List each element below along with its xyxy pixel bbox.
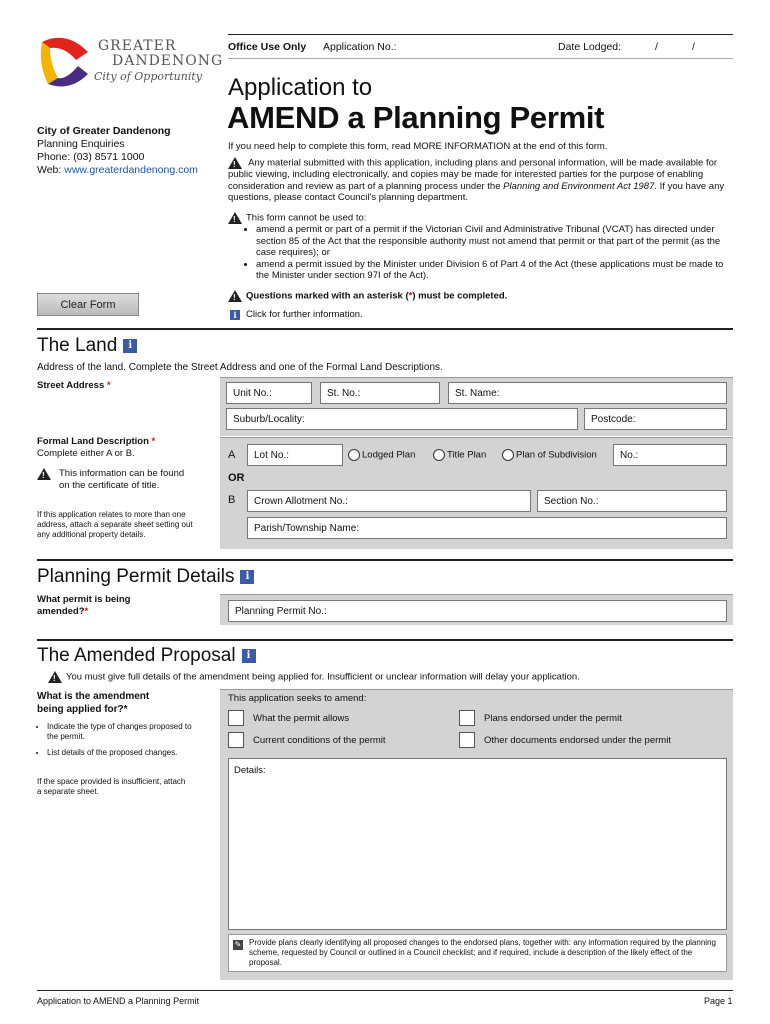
contact-web-label: Web: xyxy=(37,164,62,176)
required-star: * xyxy=(151,436,156,447)
checkbox-permit-allows[interactable] xyxy=(228,710,244,726)
clear-form-button[interactable]: Clear Form xyxy=(37,293,139,316)
lodged-plan-label: Lodged Plan xyxy=(362,449,416,461)
office-use-label: Office Use Only xyxy=(228,41,307,53)
info-note-text: Click for further information. xyxy=(246,309,363,320)
street-address-label xyxy=(37,380,111,392)
proposal-info-icon[interactable]: i xyxy=(242,649,256,663)
permit-heading-text: Planning Permit Details xyxy=(37,566,235,587)
radio-icon xyxy=(502,449,514,461)
plans-note-text: Provide plans clearly identifying all proposed changes to the endorsed plans, together with: any information required by the planning scheme, requested by Council or outlined in a Council checklist; and if required, include a description of the likely effect of the proposal. xyxy=(249,938,716,967)
proposal-rule xyxy=(37,639,733,641)
plan-no-field[interactable]: No.: xyxy=(613,444,727,466)
cannot-use-notice xyxy=(228,212,733,282)
certificate-note xyxy=(37,468,187,491)
logo-text-greater: GREATER xyxy=(98,38,177,54)
land-info-icon[interactable]: i xyxy=(123,339,137,353)
or-label: OR xyxy=(228,472,245,484)
street-no-field[interactable]: St. No.: xyxy=(320,382,440,404)
street-name-field[interactable]: St. Name: xyxy=(448,382,727,404)
label-other-documents: Other documents endorsed under the permit xyxy=(484,735,671,746)
details-label: Details: xyxy=(234,765,266,776)
privacy-notice xyxy=(228,157,733,204)
contact-phone: Phone: (03) 8571 1000 xyxy=(37,151,145,163)
required-star: * xyxy=(84,605,89,617)
info-note xyxy=(230,309,363,321)
option-a-label: A xyxy=(228,449,236,461)
page-number: Page 1 xyxy=(704,996,733,1006)
option-b-label: B xyxy=(228,494,236,506)
lodged-plan-radio[interactable] xyxy=(348,449,415,461)
permit-question-text: What permit is being amended? xyxy=(37,594,131,617)
office-date-lodged: Date Lodged: xyxy=(558,41,622,53)
title-plan-label: Title Plan xyxy=(447,449,487,461)
warning-icon xyxy=(37,468,51,480)
postcode-field[interactable]: Postcode: xyxy=(584,408,727,430)
cannot-bullet-2: • amend a permit issued by the Minister under Division 6 of Part 4 of the Act (these applications must be made to the Minister under section 97I of the Act). xyxy=(256,259,733,282)
checkbox-other-documents[interactable] xyxy=(459,732,475,748)
title-line-1: Application to xyxy=(228,74,373,101)
subdivision-label: Plan of Subdivision xyxy=(516,449,597,461)
land-description: Address of the land. Complete the Street Address and one of the Formal Land Descriptions. xyxy=(37,362,443,373)
office-app-no: Application No.: xyxy=(323,41,397,53)
pencil-icon: ✎ xyxy=(234,940,242,949)
permit-rule xyxy=(37,559,733,561)
details-textarea[interactable] xyxy=(228,758,727,930)
label-plans-endorsed: Plans endorsed under the permit xyxy=(484,713,622,724)
checkbox-current-conditions[interactable] xyxy=(228,732,244,748)
cannot-use-heading: This form cannot be used to: xyxy=(246,212,367,224)
proposal-warning-text: You must give full details of the amendment being applied for. Insufficient or unclear information will delay your application. xyxy=(66,671,580,683)
privacy-text-b: If you have any questions, please contact Council's planning department. xyxy=(228,180,725,204)
seeks-label: This application seeks to amend: xyxy=(228,693,367,704)
office-bottom-rule xyxy=(228,58,733,59)
logo-mark-icon xyxy=(36,34,96,90)
unit-no-field[interactable]: Unit No.: xyxy=(226,382,312,404)
privacy-text-a: Any material submitted with this application, including plans and personal information, will be made available for public viewing, including electronically, and copies may be made for interested parties for the purpose of enabling consideration and review as part of a planning process under the xyxy=(228,157,718,192)
contact-org: City of Greater Dandenong xyxy=(37,125,171,137)
amendment-hints xyxy=(37,722,197,758)
planning-permit-no-field[interactable]: Planning Permit No.: xyxy=(228,600,727,622)
privacy-act: Planning and Environment Act 1987. xyxy=(503,180,658,192)
formal-land-label xyxy=(37,436,155,459)
land-heading xyxy=(37,335,137,357)
proposal-warning xyxy=(48,671,733,683)
lot-no-field[interactable]: Lot No.: xyxy=(247,444,343,466)
hint-1: • Indicate the type of changes proposed to the permit. xyxy=(47,722,197,742)
contact-enquiries: Planning Enquiries xyxy=(37,138,125,150)
insufficient-note: If the space provided is insufficient, attach a separate sheet. xyxy=(37,777,186,796)
title-plan-radio[interactable] xyxy=(433,449,486,461)
logo-tagline: City of Opportunity xyxy=(94,70,202,83)
multiple-address-note: If this application relates to more than one address, attach a separate sheet setting out any additional property details. xyxy=(37,510,193,539)
radio-icon xyxy=(433,449,445,461)
warning-icon xyxy=(228,157,242,169)
checkbox-plans-endorsed[interactable] xyxy=(459,710,475,726)
proposal-heading xyxy=(37,645,256,667)
land-rule xyxy=(37,328,733,330)
certificate-note-text: This information can be found on the certificate of title. xyxy=(59,468,185,491)
contact-block xyxy=(37,125,198,177)
cannot-bullet-1: • amend a permit or part of a permit if the Victorian Civil and Administrative Tribunal (VCAT) has directed under section 85 of the Act that the responsible authority must not amend that permit or that part of the permit (as the case requires); or xyxy=(256,224,733,259)
formal-land-text: Formal Land Description xyxy=(37,436,149,447)
footer-rule xyxy=(37,990,733,991)
date-slash-1: / xyxy=(655,41,658,53)
contact-web xyxy=(37,164,198,177)
label-permit-allows: What the permit allows xyxy=(253,713,350,724)
radio-icon xyxy=(348,449,360,461)
asterisk-star: * xyxy=(408,290,413,302)
proposal-heading-text: The Amended Proposal xyxy=(37,645,236,666)
section-no-field[interactable]: Section No.: xyxy=(537,490,727,512)
office-top-rule xyxy=(228,34,733,35)
page-title: AMEND a Planning Permit xyxy=(227,100,605,135)
warning-icon xyxy=(228,290,242,302)
council-website-link[interactable]: www.greaterdandenong.com xyxy=(64,164,198,176)
warning-icon xyxy=(228,212,242,224)
amendment-question: What is the amendment being applied for?* xyxy=(37,691,150,715)
help-text: If you need help to complete this form, read MORE INFORMATION at the end of this form. xyxy=(228,141,608,152)
asterisk-note xyxy=(228,290,507,302)
land-heading-text: The Land xyxy=(37,335,118,356)
complete-either-text: Complete either A or B. xyxy=(37,447,135,459)
suburb-field[interactable]: Suburb/Locality: xyxy=(226,408,578,430)
parish-name-field[interactable]: Parish/Township Name: xyxy=(247,517,727,539)
subdivision-radio[interactable] xyxy=(502,449,597,461)
required-star: * xyxy=(106,380,111,391)
date-slash-2: / xyxy=(692,41,695,53)
council-logo xyxy=(36,34,224,90)
permit-heading xyxy=(37,566,254,588)
footer-title: Application to AMEND a Planning Permit xyxy=(37,996,200,1006)
asterisk-note-a: Questions marked with an asterisk ( xyxy=(246,290,409,302)
street-address-text: Street Address xyxy=(37,380,105,391)
warning-icon xyxy=(48,671,62,683)
plans-note-box xyxy=(228,934,727,972)
permit-info-icon[interactable]: i xyxy=(240,570,254,584)
hint-2: • List details of the proposed changes. xyxy=(47,748,197,758)
logo-text-dandenong: DANDENONG xyxy=(112,53,224,69)
crown-allotment-field[interactable]: Crown Allotment No.: xyxy=(247,490,531,512)
asterisk-note-b: ) must be completed. xyxy=(412,290,508,302)
label-current-conditions: Current conditions of the permit xyxy=(253,735,386,746)
info-icon[interactable]: i xyxy=(230,310,240,320)
permit-question xyxy=(37,594,167,617)
